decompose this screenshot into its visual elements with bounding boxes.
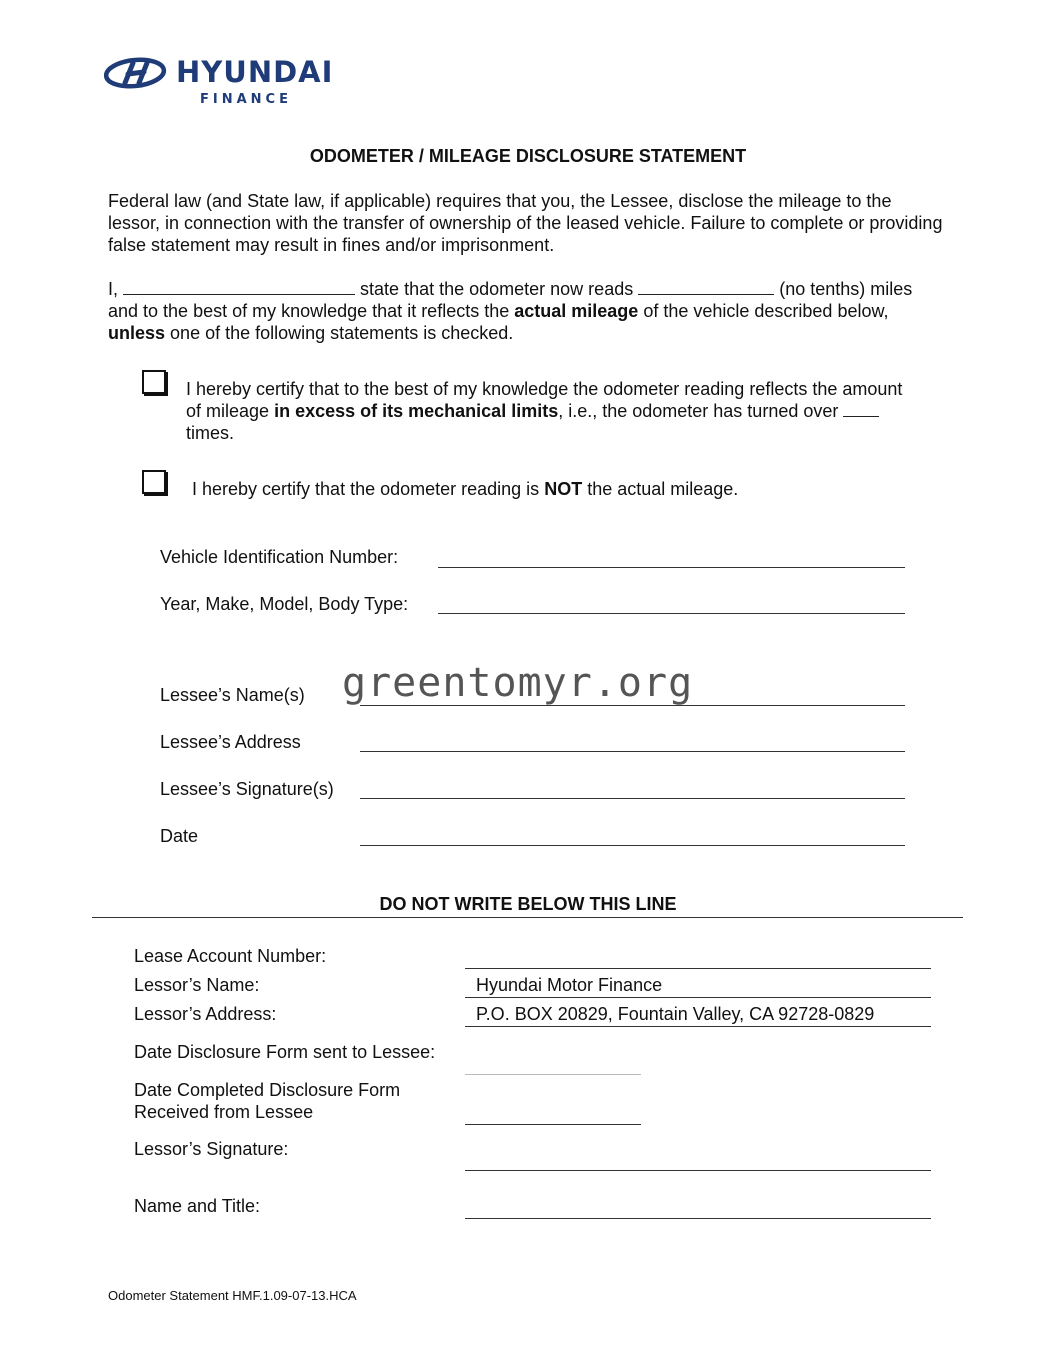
lessor-name-value: Hyundai Motor Finance (476, 975, 663, 995)
watermark: greentomyr.org (342, 660, 694, 706)
excess-mileage-checkbox[interactable] (142, 370, 166, 394)
lessor-address-underline (465, 1026, 931, 1027)
statement-prefix: I, (108, 279, 119, 299)
lease-account-label: Lease Account Number: (134, 946, 327, 966)
statement-line3-text: one of the following statements is checked. (170, 323, 514, 343)
brand-subtitle: FINANCE (200, 92, 292, 107)
option1-line2 (186, 400, 956, 422)
statement-mid: state that the odometer now reads (360, 279, 634, 299)
hyundai-finance-logo (104, 54, 334, 114)
document-title: ODOMETER / MILEAGE DISCLOSURE STATEMENT (309, 146, 747, 166)
lessee-address-field[interactable] (360, 751, 905, 752)
lessor-address-value: P.O. BOX 20829, Fountain Valley, CA 92728-0829 (476, 1004, 875, 1024)
lessor-signature-label: Lessor’s Signature: (134, 1139, 289, 1159)
name-title-label: Name and Title: (134, 1196, 261, 1216)
lessee-name-label: Lessee’s Name(s) (160, 685, 305, 705)
lessor-name-label: Lessor’s Name: (134, 975, 260, 995)
statement-line2-tail: of the vehicle described below, (643, 301, 889, 321)
option1-line1: I hereby certify that to the best of my knowledge the odometer reading reflects the amount (186, 379, 903, 399)
turned-over-times-blank[interactable] (843, 401, 879, 417)
actual-mileage-bold: actual mileage (514, 301, 639, 321)
lessee-signature-label: Lessee’s Signature(s) (160, 779, 334, 799)
year-make-model-label: Year, Make, Model, Body Type: (160, 594, 409, 614)
name-title-field[interactable] (465, 1218, 931, 1219)
lessee-signature-field[interactable] (360, 798, 905, 799)
lessor-signature-field[interactable] (465, 1170, 931, 1171)
statement-line-1 (108, 278, 948, 300)
unless-bold: unless (108, 323, 166, 343)
lease-account-field[interactable] (465, 968, 931, 969)
date-sent-field[interactable] (465, 1074, 641, 1075)
vin-label: Vehicle Identification Number: (160, 547, 399, 567)
lessor-address-label: Lessor’s Address: (134, 1004, 277, 1024)
date-completed-label (134, 1079, 400, 1123)
section-divider (92, 917, 963, 918)
lessee-name-blank[interactable] (123, 279, 355, 295)
year-make-model-field[interactable] (438, 613, 905, 614)
not-actual-mileage-checkbox[interactable] (142, 470, 166, 494)
lessee-address-label: Lessee’s Address (160, 732, 301, 752)
do-not-write-heading: DO NOT WRITE BELOW THIS LINE (379, 894, 677, 914)
option1-line3: times. (186, 423, 235, 443)
option1-line2-tail: , i.e., the odometer has turned over (558, 401, 839, 421)
statement-line2-text: and to the best of my knowledge that it reflects the (108, 301, 510, 321)
mechanical-limits-bold: in excess of its mechanical limits (274, 401, 559, 421)
date-completed-field[interactable] (465, 1124, 641, 1125)
not-bold: NOT (544, 479, 583, 499)
option1-line2-text: of mileage (186, 401, 270, 421)
option2-text: I hereby certify that the odometer reading is (192, 479, 540, 499)
date-sent-label: Date Disclosure Form sent to Lessee: (134, 1042, 436, 1062)
date-completed-line2: Received from Lessee (134, 1102, 314, 1122)
excess-mileage-option (186, 378, 956, 444)
odometer-reading-blank[interactable] (638, 279, 774, 295)
statement-suffix: (no tenths) miles (779, 279, 913, 299)
brand-wordmark: HYUNDAI (176, 55, 334, 89)
lessor-name-underline (465, 997, 931, 998)
date-label: Date (160, 826, 199, 846)
date-field[interactable] (360, 845, 905, 846)
form-id-footer: Odometer Statement HMF.1.09-07-13.HCA (108, 1288, 357, 1303)
vin-field[interactable] (438, 567, 905, 568)
intro-paragraph: Federal law (and State law, if applicable) requires that you, the Lessee, disclose the mileage to the lessor, in connection with the transfer of ownership of the leased vehicle. Failure to complete or providing false statement may result in fines and/or imprisonment. (108, 191, 943, 255)
option2-tail: the actual mileage. (587, 479, 739, 499)
not-actual-mileage-option (192, 478, 952, 500)
odometer-statement (108, 278, 948, 344)
statement-line-3 (108, 322, 948, 344)
hyundai-h-emblem-icon (104, 56, 168, 92)
date-completed-line1: Date Completed Disclosure Form (134, 1080, 401, 1100)
statement-line-2 (108, 300, 948, 322)
